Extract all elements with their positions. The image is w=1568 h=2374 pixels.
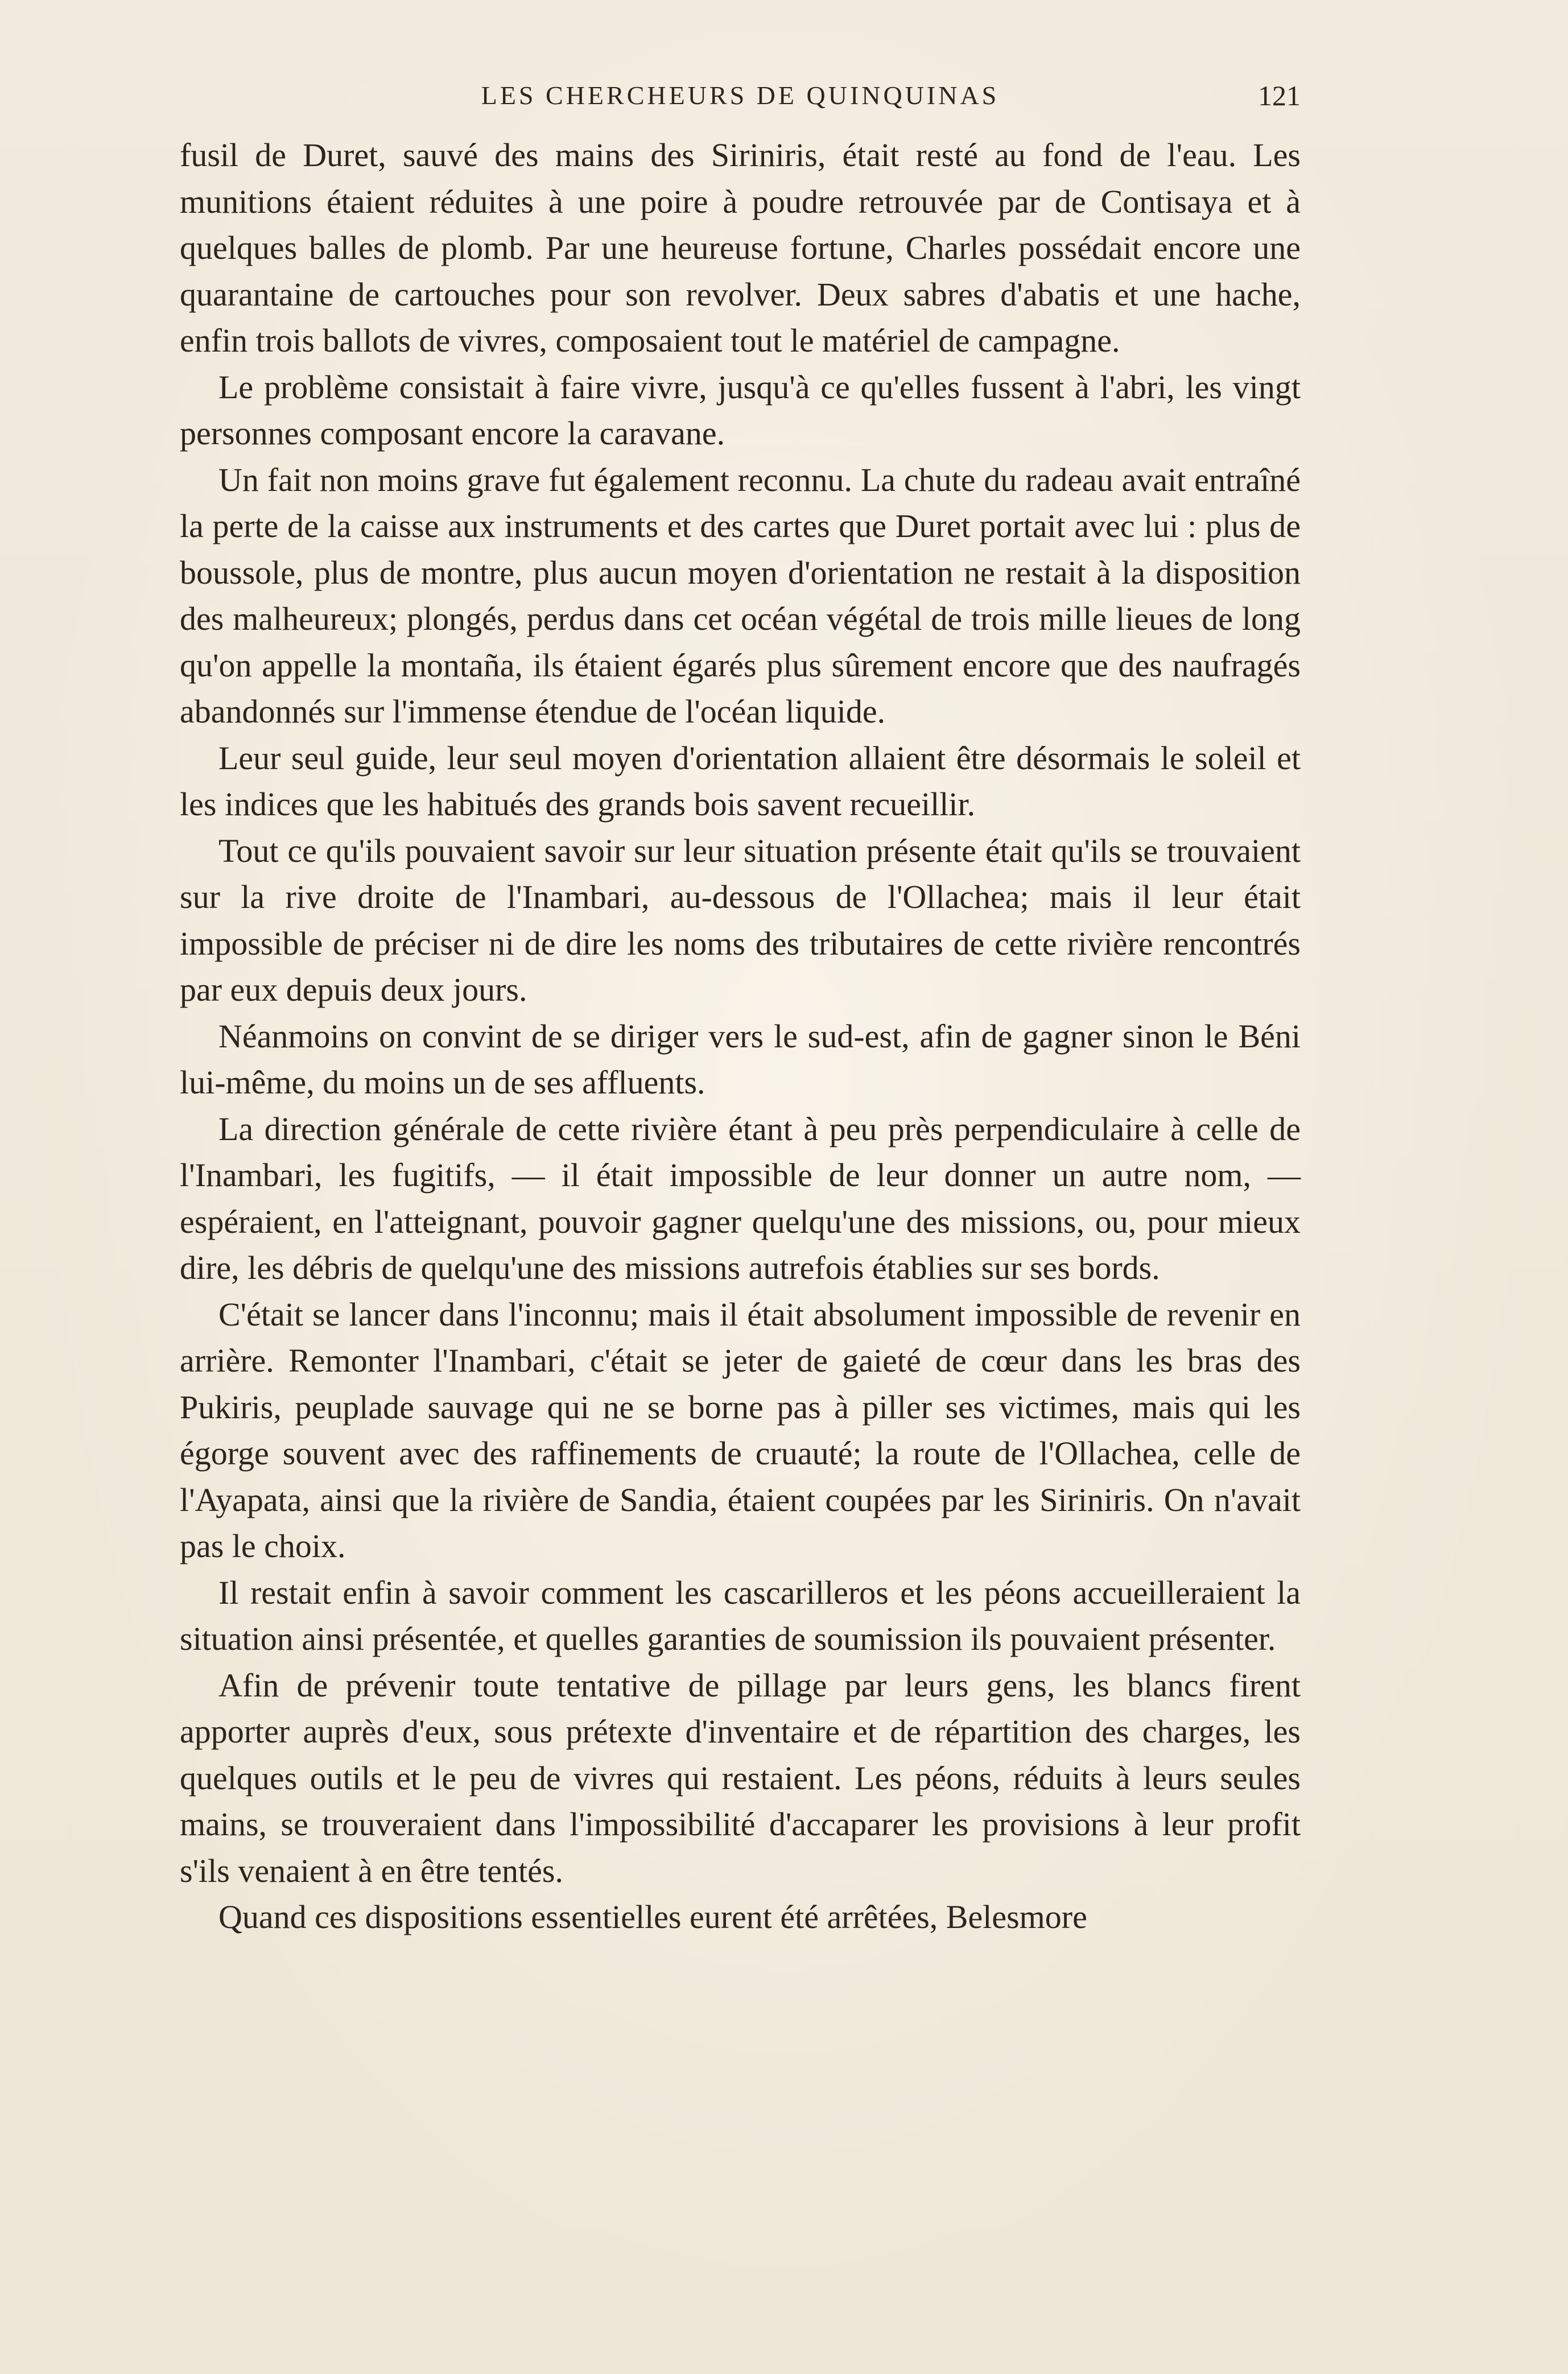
paragraph: Quand ces dispositions essentielles eurent été arrêtées, Belesmore [218, 1898, 1087, 1935]
paragraph: Néanmoins on convint de se diriger vers le sud-est, afin de gagner sinon le Béni lui-même, du moins un de ses affluents. [180, 1017, 1301, 1101]
paragraph: La direction générale de cette rivière étant à peu près perpendiculaire à celle de l'Inambari, les fugitifs, — il était impossible de leur donner un autre nom, — espéraient, en l'atteignant, pouvoir gagner quelqu'une des missions, ou, pour mieux dire, les débris de quelqu'une des missions autrefois établies sur ses bords. [180, 1110, 1301, 1286]
paragraph: C'était se lancer dans l'inconnu; mais il était absolument impossible de revenir en arrière. Remonter l'Inambari, c'était se jeter de gaieté de cœur dans les bras des Pukiris, peuplade sauvage qui ne se borne pas à piller ses victimes, mais qui les égorge souvent avec des raffinements de cruauté; la route de l'Ollachea, celle de l'Ayapata, ainsi que la rivière de Sandia, étaient coupées par les Siriniris. On n'avait pas le choix. [180, 1295, 1301, 1564]
page-number: 121 [1258, 80, 1301, 112]
paragraph: Un fait non moins grave fut également reconnu. La chute du radeau avait entraîné la perte de la caisse aux instruments et des cartes que Duret portait avec lui : plus de boussole, plus de montre, plus aucun moyen d'orientation ne restait à la disposition des malheureux; plongés, perdus dans cet océan végétal de trois mille lieues de long qu'on appelle la montaña, ils étaient égarés plus sûrement encore que des naufragés abandonnés sur l'immense étendue de l'océan liquide. [180, 461, 1301, 730]
running-head: LES CHERCHEURS DE QUINQUINAS [481, 81, 1000, 110]
paragraph: Il restait enfin à savoir comment les cascarilleros et les péons accueilleraient la situation ainsi présentée, et quelles garanties de soumission ils pouvaient présenter. [180, 1574, 1301, 1657]
paragraph: Afin de prévenir toute tentative de pillage par leurs gens, les blancs firent apporter auprès d'eux, sous prétexte d'inventaire et de répartition des charges, les quelques outils et le peu de vivres qui restaient. Les péons, réduits à leurs seules mains, se trouveraient dans l'impossibilité d'accaparer les provisions à leur profit s'ils venaient à en être tentés. [180, 1666, 1301, 1889]
paragraph: Le problème consistait à faire vivre, jusqu'à ce qu'elles fussent à l'abri, les vingt personnes composant encore la caravane. [180, 368, 1301, 452]
paragraph: fusil de Duret, sauvé des mains des Siriniris, était resté au fond de l'eau. Les munitions étaient réduites à une poire à poudre retrouvée par de Contisaya et à quelques balles de plomb. Par une heureuse fortune, Charles possédait encore une quarantaine de cartouches pour son revolver. Deux sabres d'abatis et une hache, enfin trois ballots de vivres, composaient tout le matériel de campagne. [180, 137, 1301, 359]
page-header [180, 73, 1301, 118]
body-text [180, 132, 1301, 1941]
paragraph: Leur seul guide, leur seul moyen d'orientation allaient être désormais le soleil et les indices que les habitués des grands bois savent recueillir. [180, 739, 1301, 823]
paragraph: Tout ce qu'ils pouvaient savoir sur leur situation présente était qu'ils se trouvaient sur la rive droite de l'Inambari, au-dessous de l'Ollachea; mais il leur était impossible de préciser ni de dire les noms des tributaires de cette rivière rencontrés par eux depuis deux jours. [180, 832, 1301, 1008]
